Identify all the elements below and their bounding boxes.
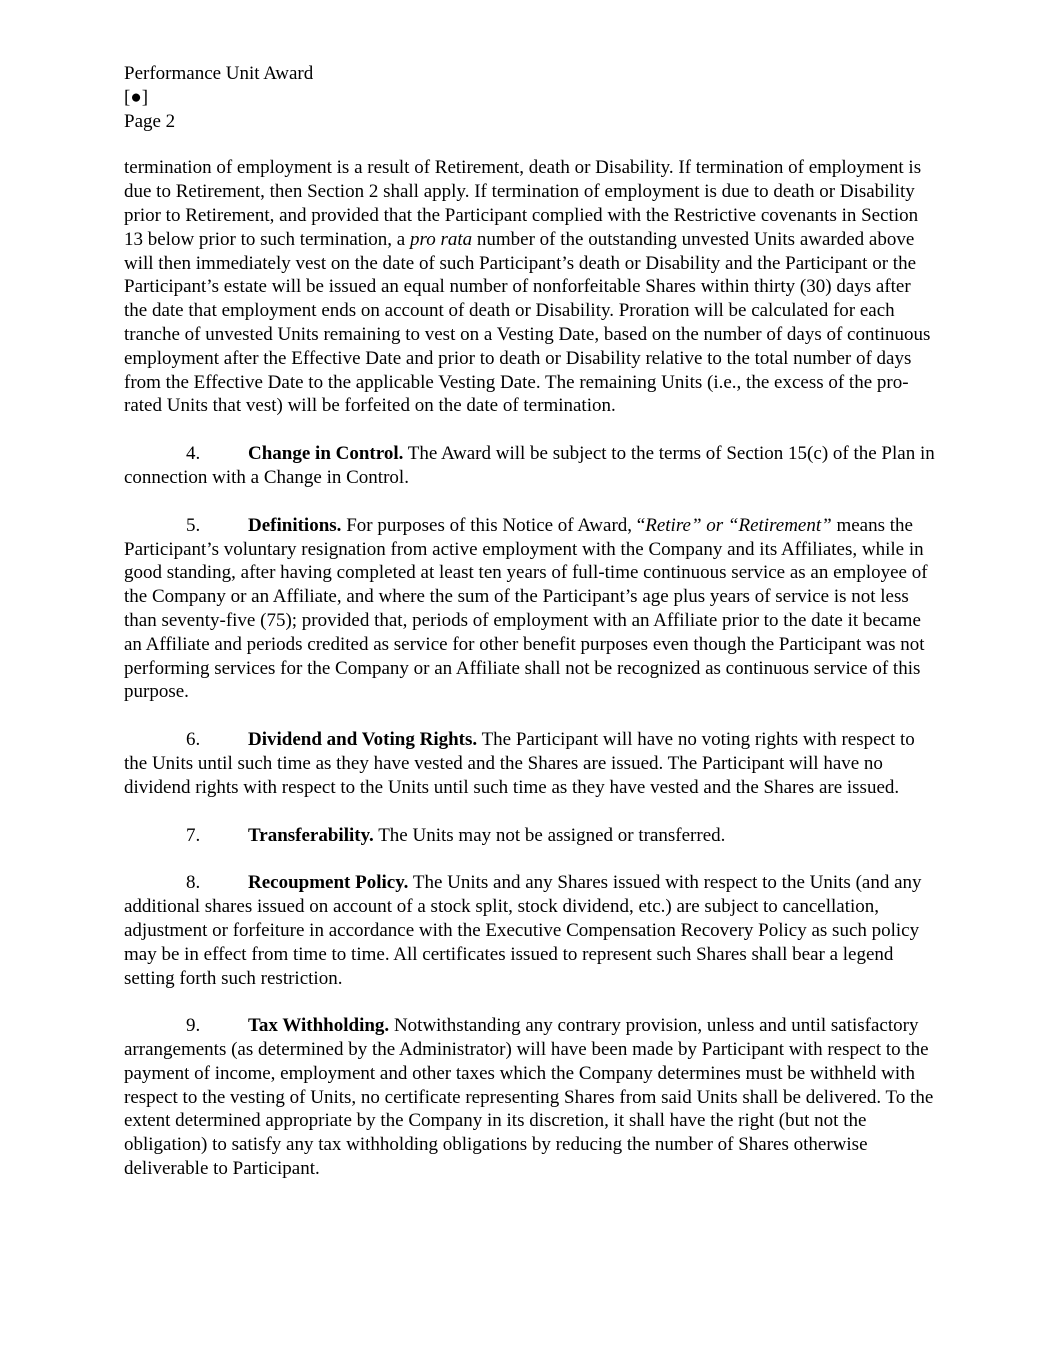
section-heading: Definitions. [248, 514, 342, 536]
section-9-tax-withholding: 9. Tax Withholding. Notwithstanding any contrary provision, unless and until satisfactory arrangements (as determined by the Administrator) will have been made by Participant with respect to the payment of income, employment and other taxes which the Company determines must be withheld with respect to the vesting of Units, no certificate representing Shares from said Units shall be delivered. To the extent determined appropriate by the Company in its discretion, it shall have the right (but not the obligation) to satisfy any tax withholding obligations by reducing the number of Shares otherwise deliverable to Participant. [124, 1015, 934, 1180]
document-page [124, 62, 936, 1205]
section-number: 4. [186, 443, 201, 465]
section-number: 9. [186, 1015, 201, 1037]
section-heading: Dividend and Voting Rights. [248, 729, 478, 751]
section-number: 6. [186, 729, 201, 751]
section-number: 5. [186, 514, 201, 536]
section-number: 7. [186, 824, 201, 846]
section-heading: Change in Control. [248, 443, 404, 465]
section-7-transferability: 7. Transferability. The Units may not be assigned or transferred. [124, 824, 936, 848]
section-3-continued: termination of employment is a result of Retirement, death or Disability. If termination of employment is due to Retirement, then Section 2 shall apply. If termination of employment is due to death or Disability prior to Retirement, and provided that the Participant complied with the Restrictive covenants in Section 13 below prior to such termination, a pro rata number of the outstanding unvested Units awarded above will then immediately vest on the date of such Participant’s death or Disability and the Participant or the Participant’s estate will be issued an equal number of nonforfeitable Shares within thirty (30) days after the date that employment ends on account of death or Disability. Proration will be calculated for each tranche of unvested Units remaining to vest on a Vesting Date, based on the number of days of continuous employment after the Effective Date and prior to death or Disability relative to the total number of days from the Effective Date to the applicable Vesting Date. The remaining Units (i.e., the excess of the pro-rated Units that vest) will be forfeited on the date of termination. [124, 157, 931, 417]
doc-title: Performance Unit Award [124, 63, 314, 84]
section-heading: Transferability. [248, 824, 374, 846]
section-4-change-in-control: 4. Change in Control. The Award will be subject to the terms of Section 15(c) of the Plan in connection with a Change in Control. [124, 443, 935, 488]
section-6-dividend-voting: 6. Dividend and Voting Rights. The Participant will have no voting rights with respect to the Units until such time as they have vested and the Shares are issued. The Participant will have no dividend rights with respect to the Units until such time as they have vested and the Shares are issued. [124, 729, 915, 798]
section-number: 8. [186, 872, 201, 894]
page-number: Page 2 [124, 110, 176, 132]
section-heading: Recoupment Policy. [248, 872, 409, 894]
doc-placeholder: [●] [124, 86, 149, 108]
section-8-recoupment: 8. Recoupment Policy. The Units and any Shares issued with respect to the Units (and any additional shares issued on account of a stock split, stock dividend, etc.) are subject to cancellation, adjustment or forfeiture in accordance with the Executive Compensation Recovery Policy as such policy may be in effect from time to time. All certificates issued to represent such Shares shall bear a legend setting forth such restriction. [124, 872, 922, 989]
page-header [124, 62, 936, 133]
section-5-definitions: 5. Definitions. For purposes of this Notice of Award, “Retire” or “Retirement” means the Participant’s voluntary resignation from active employment with the Company and its Affiliates, while in good standing, after having completed at least ten years of full-time continuous service as an employee of the Company or an Affiliate, and where the sum of the Participant’s age plus years of service is not less than seventy-five (75); provided that, periods of employment with an Affiliate prior to the date it became an Affiliate and periods credited as service for other benefit purposes even though the Participant was not performing services for the Company or an Affiliate shall not be recognized as continuous service of this purpose. [124, 514, 928, 703]
section-heading: Tax Withholding. [248, 1015, 390, 1037]
